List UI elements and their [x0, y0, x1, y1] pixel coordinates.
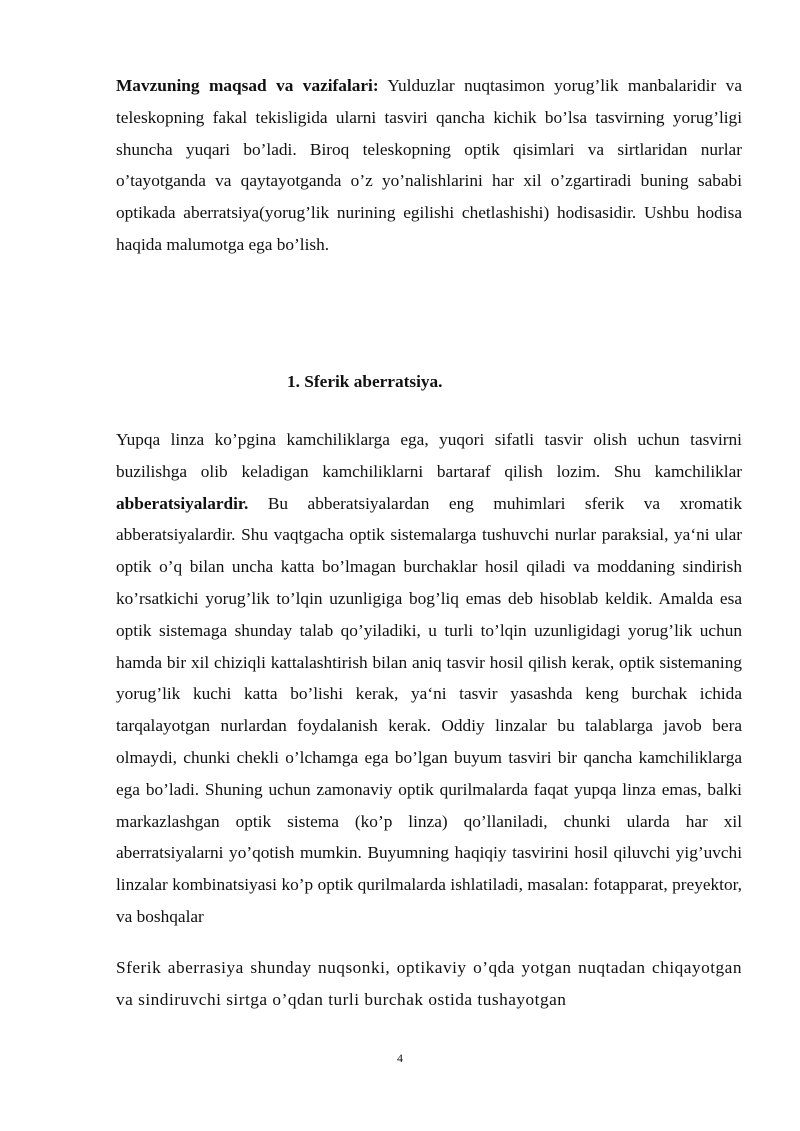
para1-part1: Yupqa linza ko’pgina kamchiliklarga ega, yuqori sifatli tasvir olish uchun tasvirni buzilishga olib keladigan kamchiliklarni bartaraf qilish lozim. Shu kamchiliklar	[116, 430, 742, 481]
body-paragraph-2: Sferik aberrasiya shunday nuqsonki, optikaviy o’qda yotgan nuqtadan chiqayotgan va sindiruvchi sirtga o’qdan turli burchak ostida tushayotgan	[116, 958, 742, 1009]
body-paragraph-1	[116, 424, 742, 933]
section-heading: 1. Sferik aberratsiya.	[287, 372, 443, 391]
intro-text: Yulduzlar nuqtasimon yorug’lik manbalaridir va teleskopning fakal tekisligida ularni tasviri qancha kichik bo’lsa tasvirning yorug’ligi shuncha yuqari bo’ladi. Biroq teleskopning optik qisimlari va sirtlaridan nurlar o’tayotganda va qaytayotganda o’z yo’nalishlarini har xil o’zgartiradi buning sababi optikada aberratsiya(yorug’lik nurining egilishi chetlashishi) hodisasidir. Ushbu hodisa haqida malumotga ega bo’lish.	[116, 76, 742, 254]
intro-paragraph	[116, 70, 742, 261]
para1-bold-term: abberatsiyalardir.	[116, 493, 249, 513]
page-number: 4	[397, 1051, 403, 1065]
para1-part2: Bu abberatsiyalardan eng muhimlari sferik va xromatik abberatsiyalardir. Shu vaqtgacha optik sistemalarga tushuvchi nurlar paraksial, ya‘ni ular optik o’q bilan uncha katta bo’lmagan burchaklar hosil qiladi va moddaning sindirish ko’rsatkichi yorug’lik to’lqin uzunligiga bog’liq emas deb hisoblab keldik. Amalda esa optik sistemaga shunday talab qo’yiladiki, u turli to’lqin uzunligidagi yorug’lik uchun hamda bir xil chiziqli kattalashtirish bilan aniq tasvir hosil qilish kerak, optik sistemaning yorug’lik kuchi katta bo’lishi kerak, ya‘ni tasvir yasashda keng burchak ichida tarqalayotgan nurlardan foydalanish kerak. Oddiy linzalar bu talablarga javob bera olmaydi, chunki chekli o’lchamga ega bo’lgan buyum tasviri bir qancha kamchiliklarga ega bo’ladi. Shuning uchun zamonaviy optik qurilmalarda faqat yupqa linza emas, balki markazlashgan optik sistema (ko’p linza) qo’llaniladi, chunki ularda har xil aberratsiyalarni yo’qotish mumkin. Buyumning haqiqiy tasvirini hosil qiluvchi yig’uvchi linzalar kombinatsiyasi ko’p optik qurilmalarda ishlatiladi, masalan: fotapparat, preyektor, va boshqalar	[116, 493, 742, 926]
intro-label: Mavzuning maqsad va vazifalari:	[116, 76, 379, 95]
